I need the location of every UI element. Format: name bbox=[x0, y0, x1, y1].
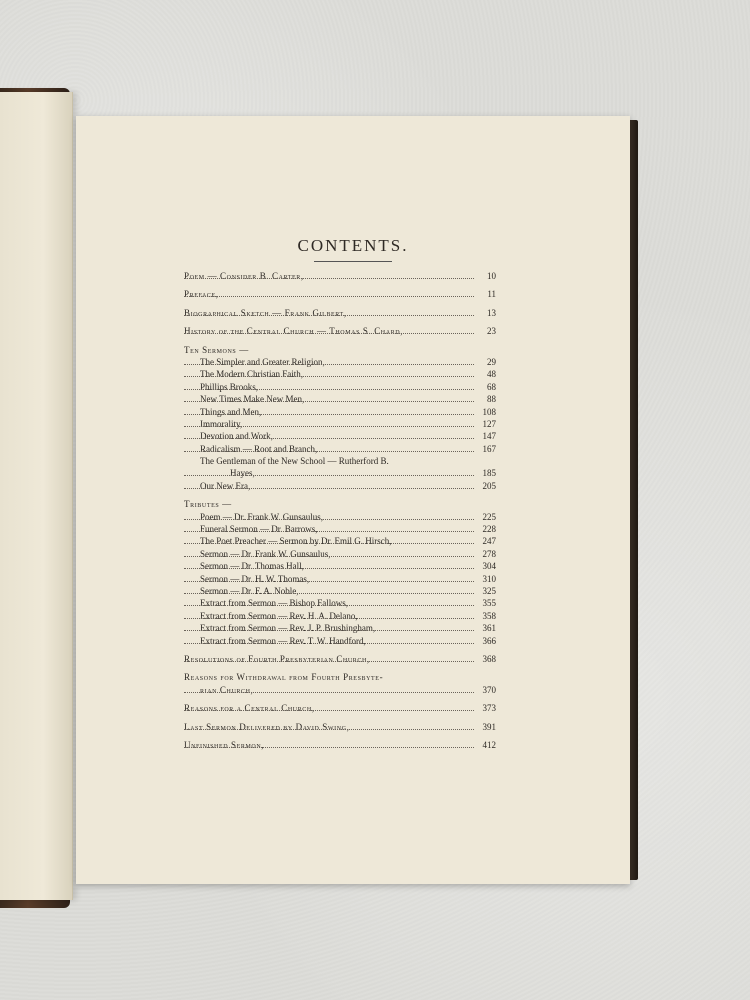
toc-entry bbox=[184, 653, 504, 665]
toc-entry bbox=[184, 684, 504, 696]
toc-entry-title: Sermon — Dr. H. W. Thomas, bbox=[200, 573, 312, 585]
toc-entry bbox=[184, 307, 504, 319]
toc-entry-title: Extract from Sermon — Rev. J. P. Brushingham, bbox=[200, 622, 378, 634]
toc-page-number: 368 bbox=[480, 653, 497, 665]
toc-entry bbox=[184, 523, 504, 535]
dot-leader bbox=[184, 629, 474, 631]
dot-leader bbox=[184, 314, 474, 316]
toc-entry-title: Poem — Dr. Frank W. Gunsaulus, bbox=[200, 511, 326, 523]
page-title: CONTENTS. bbox=[297, 236, 409, 255]
dot-leader bbox=[184, 332, 474, 334]
dot-leader bbox=[184, 518, 474, 520]
toc-entry bbox=[184, 356, 504, 368]
toc-entry-title: Devotion and Work, bbox=[200, 430, 276, 442]
dot-leader bbox=[184, 728, 474, 730]
dot-leader bbox=[184, 295, 474, 297]
toc-page-number: 167 bbox=[480, 443, 497, 455]
toc-entry-title: Last Sermon Delivered by David Swing, bbox=[184, 721, 352, 733]
toc-entry-title: Sermon — Dr. Thomas Hall, bbox=[200, 560, 307, 572]
dot-leader bbox=[184, 604, 474, 606]
toc-entry-title: Poem — Consider B. Carter, bbox=[184, 270, 307, 282]
toc-entry-title: Phillips Brooks, bbox=[200, 381, 261, 393]
toc-entry-title: Radicalism — Root and Branch, bbox=[200, 443, 320, 455]
toc-page-number: 310 bbox=[480, 573, 497, 585]
toc-entry bbox=[184, 511, 504, 523]
toc-entry-title: Extract from Sermon — Rev. T. W. Handford, bbox=[200, 635, 369, 647]
toc-page-number: 11 bbox=[484, 288, 496, 300]
toc-page-number: 355 bbox=[480, 597, 497, 609]
dot-leader bbox=[184, 400, 474, 402]
toc-page-number: 147 bbox=[480, 430, 497, 442]
contents-page bbox=[76, 116, 630, 884]
table-of-contents bbox=[184, 270, 504, 751]
toc-page-number: 373 bbox=[480, 702, 497, 714]
dot-leader bbox=[184, 363, 474, 365]
toc-entry bbox=[184, 560, 504, 572]
toc-page-number: 412 bbox=[480, 739, 497, 751]
dot-leader bbox=[184, 530, 474, 532]
dot-leader bbox=[184, 567, 474, 569]
dot-leader bbox=[184, 277, 474, 279]
dot-leader bbox=[184, 617, 474, 619]
toc-entry bbox=[184, 635, 504, 647]
toc-page-number: 68 bbox=[484, 381, 496, 393]
left-page bbox=[0, 92, 73, 900]
dot-leader bbox=[184, 642, 474, 644]
toc-page-number: 391 bbox=[480, 721, 497, 733]
toc-page-number: 228 bbox=[480, 523, 497, 535]
toc-entry-title: Immorality, bbox=[200, 418, 245, 430]
toc-entry-title: Reasons for a Central Church, bbox=[184, 702, 318, 714]
toc-page-number: 225 bbox=[480, 511, 497, 523]
toc-entry bbox=[184, 610, 504, 622]
toc-entry-title: Funeral Sermon — Dr. Barrows, bbox=[200, 523, 320, 535]
toc-entry bbox=[184, 573, 504, 585]
toc-page-number: 358 bbox=[480, 610, 497, 622]
dot-leader bbox=[184, 487, 474, 489]
toc-entry-title: New Times Make New Men, bbox=[200, 393, 307, 405]
toc-page-number: 278 bbox=[480, 548, 497, 560]
toc-entry-title: Resolutions of Fourth Presbyterian Church, bbox=[184, 653, 373, 665]
toc-entry-title: The Simpler and Greater Religion, bbox=[200, 356, 328, 368]
toc-entry bbox=[184, 270, 504, 282]
toc-entry bbox=[184, 498, 504, 510]
toc-entry-title: Things and Men, bbox=[200, 406, 264, 418]
dot-leader bbox=[184, 450, 474, 452]
toc-entry bbox=[184, 443, 504, 455]
toc-entry bbox=[184, 467, 504, 479]
toc-page-number: 304 bbox=[480, 560, 497, 572]
toc-page-number: 108 bbox=[480, 406, 497, 418]
toc-page-number: 48 bbox=[484, 368, 496, 380]
dot-leader bbox=[184, 660, 474, 662]
toc-entry-title: The Gentleman of the New School — Rutherford B. bbox=[200, 455, 392, 467]
toc-page-number: 325 bbox=[480, 585, 497, 597]
title-rule bbox=[314, 261, 392, 262]
toc-page-number: 13 bbox=[484, 307, 496, 319]
toc-page-number: 185 bbox=[480, 467, 497, 479]
toc-entry-title: Extract from Sermon — Rev. H. A. Delano, bbox=[200, 610, 361, 622]
dot-leader bbox=[184, 746, 474, 748]
dot-leader bbox=[184, 555, 474, 557]
toc-entry bbox=[184, 585, 504, 597]
toc-entry bbox=[184, 548, 504, 560]
toc-entry-title: Extract from Sermon — Bishop Fallows, bbox=[200, 597, 351, 609]
toc-entry-title: rian Church, bbox=[200, 684, 256, 696]
toc-entry-title: Sermon — Dr. Frank W. Gunsaulus, bbox=[200, 548, 334, 560]
toc-entry-title: Biographical Sketch — Frank Gilbert, bbox=[184, 307, 350, 319]
dot-leader bbox=[184, 388, 474, 390]
toc-entry bbox=[184, 702, 504, 714]
toc-page-number: 10 bbox=[484, 270, 496, 282]
toc-page-number: 205 bbox=[480, 480, 497, 492]
toc-entry bbox=[184, 418, 504, 430]
toc-page-number: 366 bbox=[480, 635, 497, 647]
toc-entry-title: Hayes, bbox=[230, 467, 258, 479]
toc-entry-title: The Poet Preacher — Sermon by Dr. Emil G. Hirsch, bbox=[200, 535, 394, 547]
dot-leader bbox=[184, 375, 474, 377]
toc-entry-title: Preface, bbox=[184, 288, 222, 300]
dot-leader bbox=[184, 592, 474, 594]
toc-entry-title: Unfinished Sermon, bbox=[184, 739, 267, 751]
dot-leader bbox=[184, 542, 474, 544]
toc-entry bbox=[184, 368, 504, 380]
toc-entry bbox=[184, 721, 504, 733]
dot-leader bbox=[184, 709, 474, 711]
toc-page-number: 23 bbox=[484, 325, 496, 337]
toc-entry bbox=[184, 393, 504, 405]
toc-entry-title: Tributes — bbox=[184, 498, 235, 510]
toc-entry bbox=[184, 739, 504, 751]
toc-entry-title: Sermon — Dr. F. A. Noble, bbox=[200, 585, 302, 597]
toc-entry-title: Reasons for Withdrawal from Fourth Presbyte- bbox=[184, 671, 386, 683]
toc-entry-title: Ten Sermons — bbox=[184, 344, 252, 356]
toc-entry bbox=[184, 430, 504, 442]
dot-leader bbox=[184, 425, 474, 427]
toc-entry-title: The Modern Christian Faith, bbox=[200, 368, 306, 380]
page-edge bbox=[630, 120, 638, 880]
toc-entry bbox=[184, 288, 504, 300]
toc-entry bbox=[184, 406, 504, 418]
dot-leader bbox=[184, 474, 474, 476]
toc-page-number: 370 bbox=[480, 684, 497, 696]
toc-entry-title: Our New Era, bbox=[200, 480, 253, 492]
toc-entry bbox=[184, 535, 504, 547]
toc-entry bbox=[184, 622, 504, 634]
toc-page-number: 127 bbox=[480, 418, 497, 430]
toc-entry bbox=[184, 325, 504, 337]
toc-entry bbox=[184, 344, 504, 356]
toc-page-number: 361 bbox=[480, 622, 497, 634]
dot-leader bbox=[184, 691, 474, 693]
dot-leader bbox=[184, 437, 474, 439]
toc-page-number: 88 bbox=[484, 393, 496, 405]
toc-entry bbox=[184, 480, 504, 492]
toc-entry-title: History of the Central Church — Thomas S. Chard, bbox=[184, 325, 406, 337]
toc-entry bbox=[184, 671, 504, 683]
toc-page-number: 29 bbox=[484, 356, 496, 368]
dot-leader bbox=[184, 580, 474, 582]
toc-entry bbox=[184, 381, 504, 393]
toc-entry bbox=[184, 455, 504, 467]
toc-entry bbox=[184, 597, 504, 609]
toc-page-number: 247 bbox=[480, 535, 497, 547]
dot-leader bbox=[184, 413, 474, 415]
